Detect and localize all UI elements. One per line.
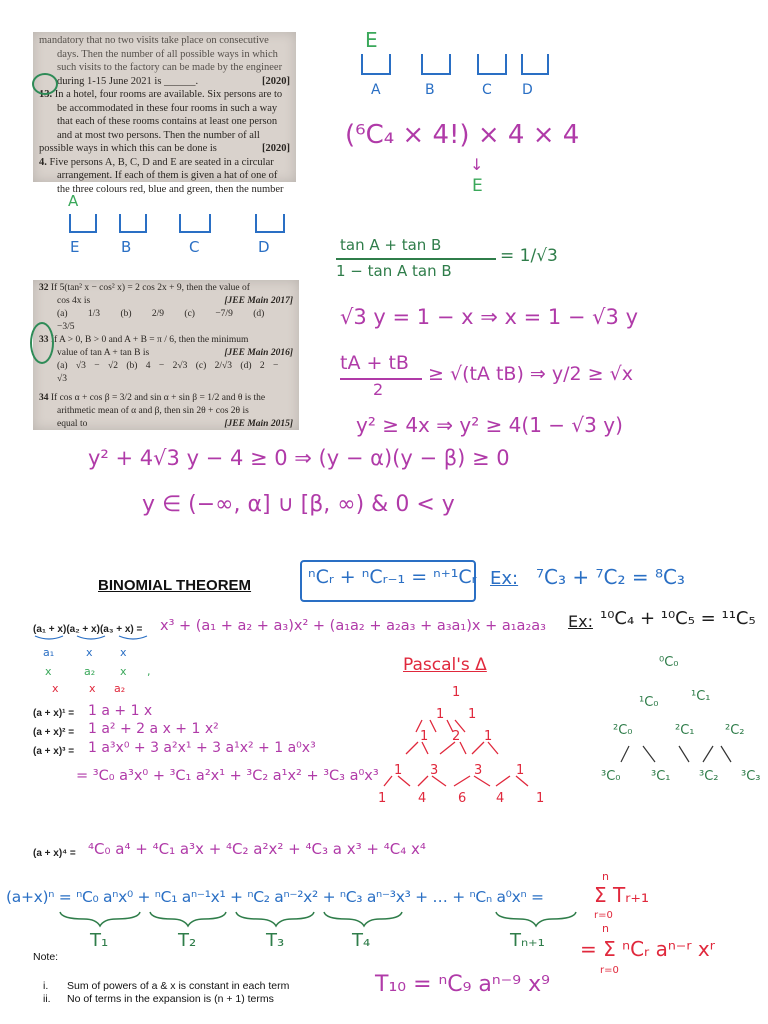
clip-text: Five persons A, B, C, D and E are seated in a circular: [49, 156, 274, 168]
ncr-tree: [595, 650, 765, 790]
expansion-rhs: 1 a³x⁰ + 3 a²x¹ + 3 a¹x² + 1 a⁰x³: [88, 740, 316, 756]
choice-cell: a₂: [114, 682, 126, 695]
pascal-entry: 1: [436, 707, 445, 722]
clip-text: equal to: [57, 419, 88, 429]
expansion-lhs: (a + x)² =: [33, 727, 75, 738]
circle-annotation: [32, 73, 58, 95]
term-label: Tₙ₊₁: [510, 930, 545, 951]
am-gm-numerator: tA + tB: [340, 352, 409, 374]
clip-text: possible ways in which this can be done is: [39, 143, 217, 154]
clip-line: that each of these rooms contains at least one person: [57, 116, 278, 127]
ncr-entry: ³C₀: [601, 769, 621, 784]
example-identity: ¹⁰C₄ + ¹⁰C₅ = ¹¹C₅: [600, 608, 756, 629]
arrow-down-icon: ↓: [470, 155, 484, 174]
expansion-rhs: 1 a + 1 x: [88, 703, 153, 719]
term-label: T₄: [352, 930, 371, 951]
room-boxes-left: [58, 210, 298, 238]
pascal-triangle: [370, 680, 550, 810]
quadratic-line: y² + 4√3 y − 4 ≥ 0 ⇒ (y − α)(y − β) ≥ 0: [88, 446, 510, 470]
handwritten-label: E: [472, 176, 483, 196]
substitution-line: √3 y = 1 − x ⇒ x = 1 − √3 y: [340, 305, 638, 329]
room-label: B: [121, 238, 132, 256]
question-number: 33: [39, 335, 49, 345]
ncr-entry: ²C₀: [613, 723, 633, 738]
question-number: 34: [39, 393, 49, 403]
option: (a) √3 − √2: [57, 361, 118, 371]
clip-line: [39, 418, 293, 431]
ncr-entry: ¹C₁: [691, 689, 711, 704]
options-row: [39, 360, 293, 386]
ncr-entry: ³C₁: [651, 769, 671, 784]
room-label: B: [425, 82, 435, 98]
clip-text: cos 4x is: [57, 296, 91, 306]
pascal-triangle-title: Pascal's Δ: [403, 655, 487, 675]
ncr-entry: ²C₂: [725, 723, 745, 738]
pascal-entry: 3: [430, 763, 439, 778]
note-number: ii.: [43, 993, 51, 1005]
summation-general-term: = Σ ⁿCᵣ aⁿ⁻ʳ xʳ: [580, 937, 715, 961]
equation-rhs: = 1/√3: [500, 246, 558, 266]
option: (d) 2 − √3: [57, 361, 279, 384]
room-label: E: [70, 238, 80, 256]
options-row: [39, 308, 293, 334]
expansion-rhs: 1 a² + 2 a x + 1 x²: [88, 721, 219, 737]
product-lhs: (a₁ + x)(a₂ + x)(a₃ + x) =: [33, 624, 143, 635]
option: (b) 2/9: [120, 309, 165, 319]
sum-lower-limit: r=0: [594, 910, 613, 921]
clip-text: If 5(tan² x − cos² x) = 2 cos 2x + 9, then the value of: [50, 283, 250, 293]
fraction-denominator: 1 − tan A tan B: [336, 262, 452, 280]
handwritten-label: A: [68, 192, 79, 210]
choice-cell: a₁: [43, 646, 55, 659]
room-label: A: [371, 82, 381, 98]
room-label: C: [189, 238, 200, 256]
pascal-identity: ⁿCᵣ + ⁿCᵣ₋₁ = ⁿ⁺¹Cᵣ: [308, 566, 477, 588]
interval-line: y ∈ (−∞, α] ∪ [β, ∞) & 0 < y: [142, 492, 455, 517]
sum-upper-limit: n: [602, 870, 609, 883]
choice-cell: x: [89, 682, 96, 695]
sum-lower-limit: r=0: [600, 965, 619, 976]
clip-text: In a hotel, four rooms are available. Six persons are to: [54, 89, 283, 100]
pascal-entry: 4: [496, 791, 505, 806]
clip-line: [39, 347, 293, 360]
ncr-entry: ⁰C₀: [659, 655, 679, 670]
source-badge: [JEE Main 2015]: [224, 419, 293, 429]
pascal-entry: 1: [484, 729, 493, 744]
question-14: [39, 156, 290, 170]
question-34: [39, 392, 293, 405]
expansion-lhs: (a + x)⁴ =: [33, 848, 76, 859]
fraction-bar: [336, 258, 496, 260]
term-label: T₁: [90, 930, 109, 951]
option: (a) 1/3: [57, 309, 101, 319]
clip-line: [39, 295, 293, 308]
clip-line: [39, 142, 290, 156]
pascal-entry: 1: [536, 791, 545, 806]
note-text: No of terms in the expansion is (n + 1) terms: [67, 993, 274, 1005]
am-gm-inequality: ≥ √(tA tB) ⇒ y/2 ≥ √x: [428, 363, 633, 385]
clip-line: days. Then the number of all possible ways in which: [57, 48, 278, 60]
room-label: C: [482, 82, 492, 98]
room-label: D: [258, 238, 270, 256]
pascal-entry: 6: [458, 791, 467, 806]
circle-annotation: [30, 322, 54, 364]
ncr-entry: ³C₂: [699, 769, 719, 784]
year-badge: [2020]: [262, 143, 290, 154]
note-heading: Note:: [33, 951, 59, 963]
clip-text: If cos α + cos β = 3/2 and sin α + sin β = 1/2 and θ is the: [50, 393, 266, 403]
question-13: [39, 88, 290, 102]
am-gm-denominator: 2: [373, 380, 384, 399]
textbook-clipping-permutations: [33, 32, 296, 195]
expansion-lhs: (a + x)³ =: [33, 746, 75, 757]
sum-upper-limit: n: [602, 922, 609, 935]
room-label: D: [522, 82, 533, 98]
clip-line: arrangement. If each of them is given a hat of one of: [57, 170, 278, 181]
clip-line: [39, 75, 290, 89]
ncr-entry: ¹C₀: [639, 695, 659, 710]
option: (d) −3/5: [57, 309, 265, 332]
clip-line: mandatory that no two visits take place on consecutive: [39, 35, 269, 46]
clip-line: such visits to the factory can be made by the engineer: [57, 62, 283, 73]
rooms-formula: (⁶C₄ × 4!) × 4 × 4: [345, 120, 580, 150]
clip-line: be accommodated in these four rooms in such a way: [57, 102, 278, 114]
question-number: 4.: [39, 156, 47, 168]
comma: ,: [147, 665, 151, 678]
clip-text: during 1-15 June 2021 is ______.: [57, 75, 199, 87]
pascal-entry: 2: [452, 729, 461, 744]
pascal-entry: 1: [516, 763, 525, 778]
note-text: Sum of powers of a & x is constant in each term: [67, 980, 290, 992]
choice-cell: x: [120, 665, 127, 678]
summation-rhs: Σ Tᵣ₊₁: [594, 883, 649, 907]
question-32: [39, 282, 293, 295]
question-number: 32: [39, 283, 49, 293]
pascal-entry: 1: [394, 763, 403, 778]
general-expansion: (a+x)ⁿ = ⁿC₀ aⁿx⁰ + ⁿC₁ aⁿ⁻¹x¹ + ⁿC₂ aⁿ⁻²x² + ⁿC₃ aⁿ⁻³x³ + … + ⁿCₙ a⁰xⁿ =: [6, 888, 544, 906]
pascal-entry: 3: [474, 763, 483, 778]
term-braces: [60, 910, 580, 930]
option: (c) 2/√3: [195, 361, 233, 371]
page-title: BINOMIAL THEOREM: [98, 577, 252, 594]
example-label: Ex:: [568, 612, 593, 631]
pascal-entry: 4: [418, 791, 427, 806]
question-33: [39, 334, 293, 347]
source-badge: [JEE Main 2017]: [224, 296, 293, 306]
clip-line: and at most two persons. Then the number of all: [57, 129, 260, 141]
expansion-rhs: ⁴C₀ a⁴ + ⁴C₁ a³x + ⁴C₂ a²x² + ⁴C₃ a x³ + ⁴C₄ x⁴: [88, 840, 426, 858]
textbook-clipping-trigonometry: [33, 280, 299, 430]
pascal-entry: 1: [468, 707, 477, 722]
underbrace-marks: [33, 634, 158, 644]
inequality-line: y² ≥ 4x ⇒ y² ≥ 4(1 − √3 y): [356, 413, 623, 437]
year-badge: [2020]: [262, 75, 290, 87]
pascal-entry: 1: [378, 791, 387, 806]
combination-form: = ³C₀ a³x⁰ + ³C₁ a²x¹ + ³C₂ a¹x² + ³C₃ a⁰x³: [76, 768, 379, 784]
note-number: i.: [43, 980, 49, 992]
clip-line: the three colours red, blue and green, then the number: [57, 183, 284, 195]
clip-text: value of tan A + tan B is: [57, 348, 150, 358]
pascal-entry: 1: [420, 729, 429, 744]
ncr-entry: ³C₃: [741, 769, 761, 784]
question-number: 13.: [39, 89, 53, 100]
clip-line: arithmetic mean of α and β, then sin 2θ + cos 2θ is: [57, 406, 249, 416]
choice-cell: x: [45, 665, 52, 678]
source-badge: [JEE Main 2016]: [224, 348, 293, 358]
example-label: Ex:: [490, 568, 519, 589]
option: (c) −7/9: [184, 309, 233, 319]
choice-cell: a₂: [84, 665, 96, 678]
term-label: T₃: [266, 930, 285, 951]
option: (b) 4 − 2√3: [126, 361, 188, 371]
ncr-entry: ²C₁: [675, 723, 695, 738]
example-identity: ⁷C₃ + ⁷C₂ = ⁸C₃: [536, 565, 685, 589]
tenth-term: T₁₀ = ⁿC₉ aⁿ⁻⁹ x⁹: [375, 972, 550, 997]
product-rhs: x³ + (a₁ + a₂ + a₃)x² + (a₁a₂ + a₂a₃ + a₃a₁)x + a₁a₂a₃: [160, 618, 546, 634]
pascal-entry: 1: [452, 685, 461, 700]
clip-text: If A > 0, B > 0 and A + B = π / 6, then the minimum: [50, 335, 249, 345]
choice-cell: x: [52, 682, 59, 695]
fraction-numerator: tan A + tan B: [340, 236, 442, 254]
expansion-lhs: (a + x)¹ =: [33, 708, 75, 719]
term-label: T₂: [178, 930, 197, 951]
choice-cell: x: [120, 646, 127, 659]
handwritten-label: E: [365, 28, 378, 52]
choice-cell: x: [86, 646, 93, 659]
room-boxes-top: [350, 50, 560, 82]
